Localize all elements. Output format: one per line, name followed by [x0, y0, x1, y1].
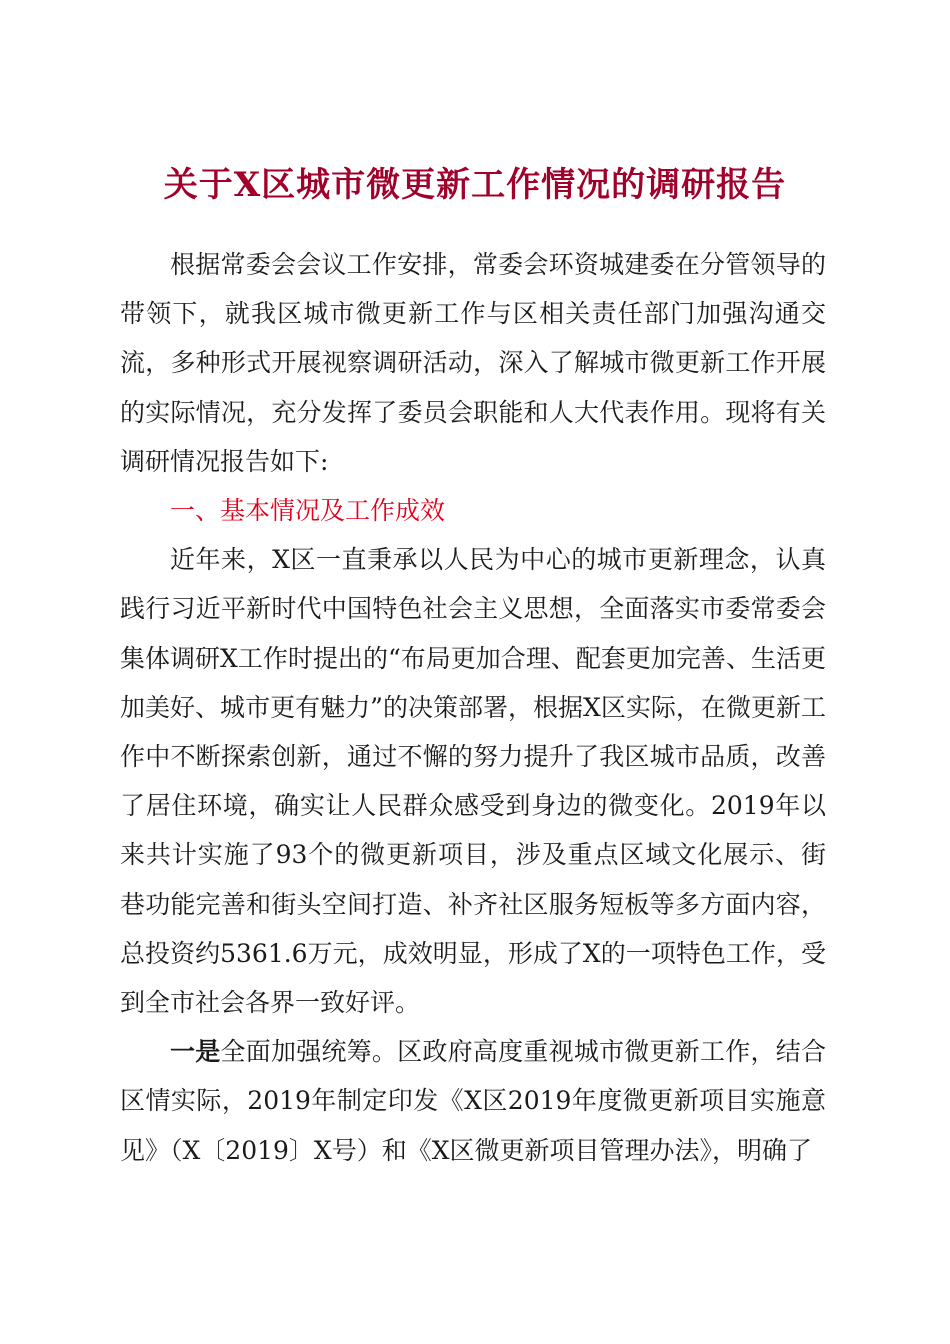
section-1-paragraph: 近年来，X区一直秉承以人民为中心的城市更新理念，认真践行习近平新时代中国特色社会主义思想，全面落实市委常委会集体调研X工作时提出的“布局更加合理、配套更加完善、生活更加美好、城市更有魅力”的决策部署，根据X区实际，在微更新工作中不断探索创新，通过不懈的努力提升了我区城市品质，改善了居住环境，确实让人民群众感受到身边的微变化。2019年以来共计实施了93个的微更新项目，涉及重点区域文化展示、街巷功能完善和街头空间打造、补齐社区服务短板等多方面内容，总投资约5361.6万元，成效明显，形成了X的一项特色工作，受到全市社会各界一致好评。 — [120, 545, 826, 1018]
intro-paragraph: 根据常委会会议工作安排，常委会环资城建委在分管领导的带领下，就我区城市微更新工作与区相关责任部门加强沟通交流，多种形式开展视察调研活动，深入了解城市微更新工作开展的实际情况，充分发挥了委员会职能和人大代表作用。现将有关调研情况报告如下: — [120, 250, 826, 476]
document-body — [120, 240, 826, 1175]
point-lead: 一是 — [170, 1037, 221, 1067]
point-text: 全面加强统筹。区政府高度重视城市微更新工作，结合区情实际，2019年制定印发《X区2019年度微更新项目实施意见》（X〔2019〕X号）和《X区微更新项目管理办法》，明确了 — [120, 1037, 826, 1165]
document-title: 关于X区城市微更新工作情况的调研报告 — [163, 165, 787, 205]
section-heading-1: 一、基本情况及工作成效 — [170, 496, 446, 526]
section-1-point-1 — [120, 1027, 826, 1175]
